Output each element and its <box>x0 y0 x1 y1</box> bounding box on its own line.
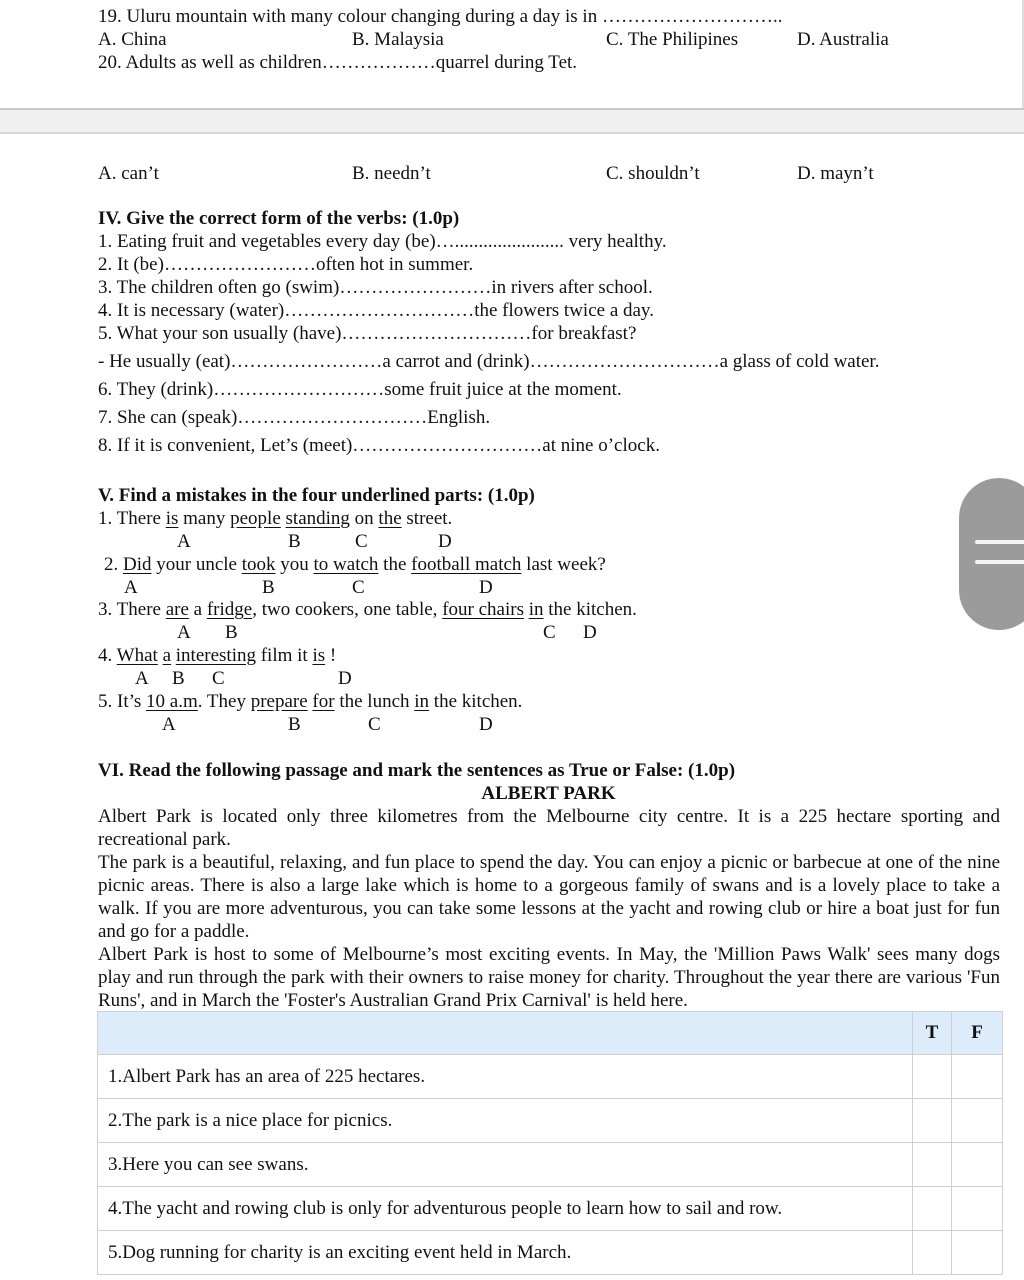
option-letter-d: D <box>338 668 352 689</box>
grip-line-icon <box>975 560 1024 564</box>
false-answer-cell[interactable] <box>952 1187 1003 1231</box>
false-answer-cell[interactable] <box>952 1143 1003 1187</box>
mistake-question-2: 2. Did your uncle took you to watch the football match last week? <box>104 554 606 575</box>
option-letter-c: C <box>368 714 381 735</box>
verb-item-5-answer: - He usually (eat)……………………a carrot and (drink)…………………………a glass of cold water. <box>98 351 880 372</box>
statement-cell: 4.The yacht and rowing club is only for adventurous people to learn how to sail and row. <box>98 1187 913 1231</box>
option-letter-b: B <box>288 714 301 735</box>
passage-paragraph-1: Albert Park is located only three kilometres from the Melbourne city centre. It is a 225 hectare sporting and recreational park. <box>98 806 1000 850</box>
grip-line-icon <box>975 540 1024 544</box>
mistake-question-1: 1. There is many people standing on the street. <box>98 508 453 529</box>
option-letter-b: B <box>225 622 238 643</box>
table-row <box>98 1187 1003 1231</box>
q20-option-d: D. mayn’t <box>797 163 874 184</box>
section-6-title: VI. Read the following passage and mark the sentences as True or False: (1.0p) <box>98 760 736 781</box>
option-letter-a: A <box>135 668 149 689</box>
option-letter-d: D <box>438 531 452 552</box>
option-letter-b: B <box>172 668 185 689</box>
table-row <box>98 1143 1003 1187</box>
option-letter-a: A <box>162 714 176 735</box>
verb-item-3: 3. The children often go (swim)……………………in rivers after school. <box>98 277 653 298</box>
column-false-header: F <box>952 1012 1003 1055</box>
passage-title: ALBERT PARK <box>481 783 616 804</box>
option-letter-a: A <box>177 531 191 552</box>
verb-item-2: 2. It (be)……………………often hot in summer. <box>98 254 474 275</box>
column-true-header: T <box>913 1012 952 1055</box>
table-header-blank <box>98 1012 913 1055</box>
option-letter-d: D <box>583 622 597 643</box>
option-letter-c: C <box>543 622 556 643</box>
true-answer-cell[interactable] <box>913 1231 952 1275</box>
option-letter-a: A <box>177 622 191 643</box>
statement-cell: 5.Dog running for charity is an exciting event held in March. <box>98 1231 913 1275</box>
true-answer-cell[interactable] <box>913 1143 952 1187</box>
mistake-question-4: 4. What a interesting film it is ! <box>98 645 337 666</box>
option-letter-a: A <box>124 577 138 598</box>
table-row <box>98 1099 1003 1143</box>
q20-option-c: C. shouldn’t <box>606 163 700 184</box>
verb-item-8: 8. If it is convenient, Let’s (meet)…………………………at nine o’clock. <box>98 435 660 456</box>
question-20: 20. Adults as well as children………………quarrel during Tet. <box>98 52 578 73</box>
true-answer-cell[interactable] <box>913 1055 952 1099</box>
passage-paragraph-2: The park is a beautiful, relaxing, and fun place to spend the day. You can enjoy a picnic or barbecue at one of the nine picnic areas. There is also a large lake which is home to a gorgeous family of swans and is a lovely place to take a walk. If you are more adventurous, you can take some lessons at the yacht and rowing club or hire a boat just for fun and go for a paddle. <box>98 852 1000 942</box>
q19-option-c: C. The Philipines <box>606 29 739 50</box>
option-letter-c: C <box>352 577 365 598</box>
mistake-question-5: 5. It’s 10 a.m. They prepare for the lunch in the kitchen. <box>98 691 523 712</box>
option-letter-c: C <box>212 668 225 689</box>
q19-option-b: B. Malaysia <box>352 29 444 50</box>
option-letter-d: D <box>479 714 493 735</box>
true-false-table <box>97 1011 1003 1275</box>
true-answer-cell[interactable] <box>913 1099 952 1143</box>
q19-option-d: D. Australia <box>797 29 889 50</box>
verb-item-6: 6. They (drink)………………………some fruit juice at the moment. <box>98 379 622 400</box>
false-answer-cell[interactable] <box>952 1231 1003 1275</box>
page-break <box>0 108 1024 134</box>
section-5-title: V. Find a mistakes in the four underlined parts: (1.0p) <box>98 485 535 506</box>
verb-item-4: 4. It is necessary (water)…………………………the flowers twice a day. <box>98 300 654 321</box>
true-answer-cell[interactable] <box>913 1187 952 1231</box>
false-answer-cell[interactable] <box>952 1055 1003 1099</box>
verb-item-5: 5. What your son usually (have)…………………………for breakfast? <box>98 323 637 344</box>
table-header-row <box>98 1012 1003 1055</box>
option-letter-b: B <box>288 531 301 552</box>
table-row <box>98 1055 1003 1099</box>
verb-item-1: 1. Eating fruit and vegetables every day (be)…....................... very healthy. <box>98 231 667 252</box>
table-row <box>98 1231 1003 1275</box>
q19-option-a: A. China <box>98 29 167 50</box>
question-19: 19. Uluru mountain with many colour changing during a day is in ……………………….. <box>98 6 783 27</box>
verb-item-7: 7. She can (speak)…………………………English. <box>98 407 491 428</box>
scroll-handle[interactable] <box>959 478 1024 630</box>
section-4-title: IV. Give the correct form of the verbs: (1.0p) <box>98 208 460 229</box>
statement-cell: 3.Here you can see swans. <box>98 1143 913 1187</box>
statement-cell: 1.Albert Park has an area of 225 hectares. <box>98 1055 913 1099</box>
option-letter-b: B <box>262 577 275 598</box>
false-answer-cell[interactable] <box>952 1099 1003 1143</box>
q20-option-a: A. can’t <box>98 163 159 184</box>
option-letter-d: D <box>479 577 493 598</box>
q20-option-b: B. needn’t <box>352 163 431 184</box>
option-letter-c: C <box>355 531 368 552</box>
mistake-question-3: 3. There are a fridge, two cookers, one table, four chairs in the kitchen. <box>98 599 637 620</box>
passage-paragraph-3: Albert Park is host to some of Melbourne’s most exciting events. In May, the 'Million Paws Walk' sees many dogs play and run through the park with their owners to raise money for charity. Throughout the year there are various 'Fun Runs', and in March the 'Foster's Australian Grand Prix Carnival' is held here. <box>98 944 1000 1011</box>
statement-cell: 2.The park is a nice place for picnics. <box>98 1099 913 1143</box>
